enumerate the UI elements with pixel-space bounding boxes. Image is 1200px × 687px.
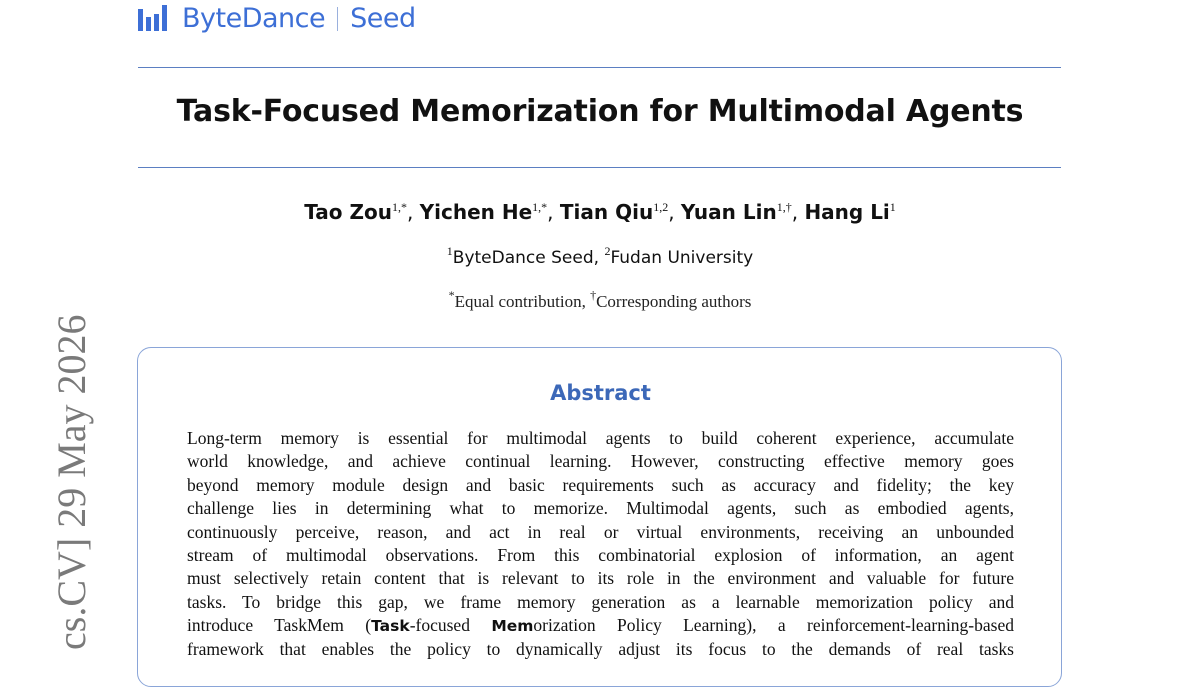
- affiliation-list: $^1$ByteDance Seed, $^2$Fudan University: [446, 244, 754, 268]
- author-name: Yichen He: [419, 200, 533, 224]
- header-rule-top: [138, 67, 1061, 68]
- author-marks: 1: [889, 200, 896, 214]
- note-text: Corresponding authors: [596, 292, 752, 311]
- author-name: Tian Qiu: [559, 200, 654, 224]
- author-marks: 1,2: [653, 200, 669, 214]
- logo-brand: ByteDance: [182, 2, 326, 34]
- bytedance-seed-logo: [138, 0, 416, 36]
- abstract-line: Long-term memory is essential for multimodal agents to build coherent experience, accumulate: [187, 428, 1014, 448]
- note-mark: *: [448, 288, 455, 302]
- abstract-line: tasks. To bridge this gap, we frame memory generation as a learnable memorization policy and: [187, 591, 1014, 612]
- abstract-heading: Abstract: [550, 381, 651, 405]
- logo-product: Seed: [350, 2, 416, 34]
- paper-title: Task-Focused Memorization for Multimodal Agents: [176, 94, 1024, 129]
- author-name: Tao Zou: [304, 200, 392, 224]
- affiliation-name: Fudan University: [610, 248, 754, 268]
- arxiv-side-stamp: cs.CV] 29 May 2026: [49, 314, 94, 650]
- abstract-line: must selectively retain content that is relevant to its role in the environment and valuable for future: [187, 568, 1014, 589]
- affiliation-mark: 1: [446, 244, 453, 258]
- abstract-line: stream of multimodal observations. From this combinatorial explosion of information, an agent: [187, 544, 1014, 565]
- logo-wordmark: [182, 3, 416, 34]
- note-text: Equal contribution: [454, 292, 582, 311]
- author-name: Hang Li: [804, 200, 890, 224]
- author-marks: 1,*: [532, 200, 548, 214]
- abstract-line: framework that enables the policy to dynamically adjust its focus to the demands of real tasks: [187, 638, 1014, 659]
- emphasis-task: Task: [371, 617, 410, 636]
- author-list: Tao Zou$^{1,*}$, Yichen $He^{1,*}$, Tian Qiu$^{1,2}$, Yuan Lin$^{1,\dagger}$, Hang Li$^1$: [304, 200, 896, 224]
- author-marks: 1,†: [776, 200, 792, 214]
- abstract-box: [137, 347, 1062, 687]
- abstract-line: beyond memory module design and basic requirements such as accuracy and fidelity; the key: [187, 474, 1014, 495]
- header-rule-bottom: [138, 167, 1061, 168]
- abstract-line: introduce TaskMem (Task-focused Memorization Policy Learning), a reinforcement-learning-based: [187, 615, 1014, 636]
- bar-chart-logo-icon: [138, 3, 174, 33]
- logo-divider: [337, 7, 338, 31]
- note-mark: †: [590, 288, 597, 302]
- abstract-line: continuously perceive, reason, and act in real or virtual environments, receiving an unbounded: [187, 521, 1014, 542]
- emphasis-mem: Mem: [491, 617, 534, 636]
- author-marks: 1,*: [391, 200, 407, 214]
- affiliation-name: ByteDance Seed: [452, 248, 594, 268]
- author-name: Yuan Lin: [680, 200, 777, 224]
- affiliation-mark: 2: [604, 244, 611, 258]
- abstract-body: [187, 427, 1014, 661]
- abstract-line: challenge lies in determining what to memorize. Multimodal agents, such as embodied agents,: [187, 498, 1014, 519]
- abstract-line: world knowledge, and achieve continual learning. However, constructing effective memory goes: [187, 451, 1014, 472]
- author-notes: *Equal contribution, †Corresponding authors: [448, 288, 752, 311]
